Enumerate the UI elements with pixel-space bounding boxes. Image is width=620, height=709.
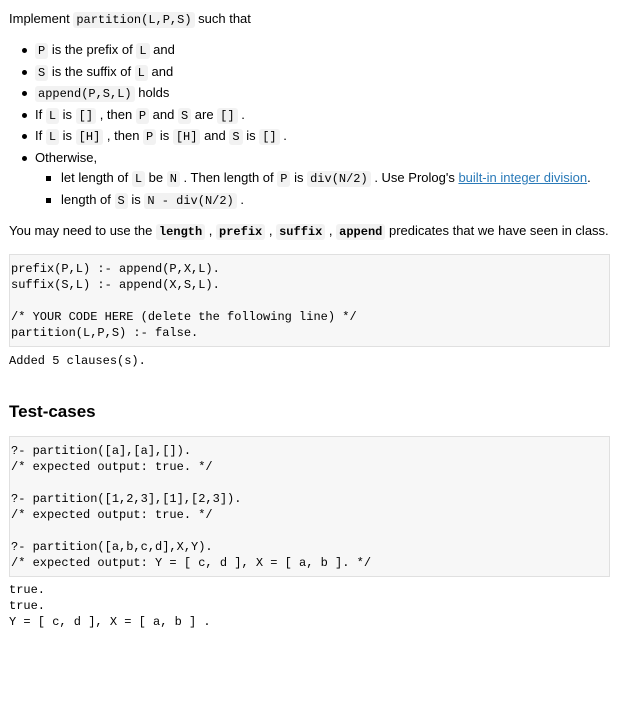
- code-line: [10, 293, 609, 309]
- code-line: prefix(P,L) :- append(P,X,L).: [11, 262, 220, 276]
- sub-list-item: let length of L be N . Then length of P is div(N/2) . Use Prolog's built-in integer division.: [35, 168, 610, 190]
- output-line: true.: [9, 599, 46, 613]
- inline-code: partition(L,P,S): [73, 12, 194, 28]
- hint-paragraph: You may need to use the length , prefix , suffix , append predicates that we have seen in class.: [9, 223, 609, 239]
- list-item: If L is [H] , then P is [H] and S is [] .: [9, 126, 610, 148]
- list-item: append(P,S,L) holds: [9, 83, 610, 105]
- list-item: Otherwise, let length of L be N . Then length of P is div(N/2) . Use Prolog's built-in integer division. length of S is N - div(N/2) .: [9, 148, 610, 212]
- code-line: ?- partition([1,2,3],[1],[2,3]).: [11, 492, 242, 506]
- sub-list-item: length of S is N - div(N/2) .: [35, 190, 610, 212]
- code-line: [10, 475, 609, 491]
- code-line: ?- partition([a,b,c,d],X,Y).: [11, 540, 213, 554]
- cell-output: [9, 353, 610, 369]
- output-line: Added 5 clauses(s).: [9, 354, 146, 368]
- code-cell-test-cases[interactable]: [9, 436, 610, 577]
- code-line: partition(L,P,S) :- false.: [11, 326, 199, 340]
- sub-list: [35, 168, 610, 211]
- code-line: /* expected output: Y = [ c, d ], X = [ a, b ]. */: [11, 556, 372, 570]
- section-heading: Test-cases: [9, 402, 96, 421]
- code-line: [10, 523, 609, 539]
- code-line: /* expected output: true. */: [11, 508, 213, 522]
- notebook-page: [0, 9, 620, 630]
- list-item: P is the prefix of L and: [9, 40, 610, 62]
- integer-division-link[interactable]: built-in integer division: [458, 170, 588, 185]
- code-line: /* YOUR CODE HERE (delete the following line) */: [11, 310, 357, 324]
- list-item: S is the suffix of L and: [9, 62, 610, 84]
- cell-output: [9, 582, 610, 630]
- requirements-list: [9, 40, 610, 211]
- output-line: true.: [9, 583, 46, 597]
- code-line: ?- partition([a],[a],[]).: [11, 444, 192, 458]
- list-item: If L is [] , then P and S are [] .: [9, 105, 610, 127]
- intro-text: Implement partition(L,P,S) such that: [9, 11, 251, 27]
- code-line: /* expected output: true. */: [11, 460, 213, 474]
- code-line: suffix(S,L) :- append(X,S,L).: [11, 278, 220, 292]
- code-cell-solution[interactable]: [9, 254, 610, 347]
- output-line: Y = [ c, d ], X = [ a, b ] .: [9, 615, 211, 629]
